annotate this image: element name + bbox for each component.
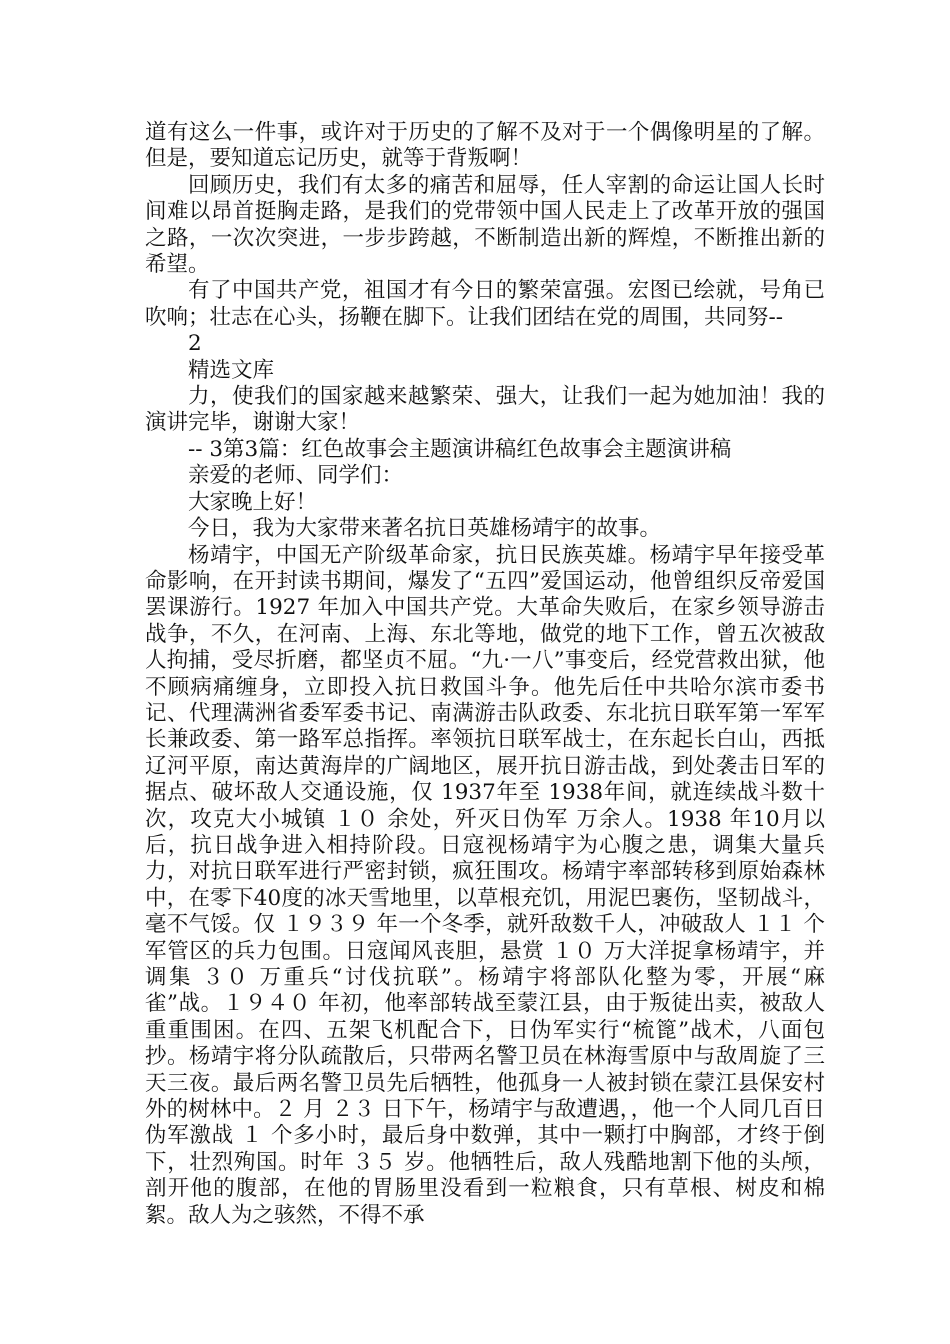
library-label: 精选文库	[188, 357, 275, 383]
paragraph-yang-jingyu-story: 杨靖宇，中国无产阶级革命家，抗日民族英雄。杨靖宇早年接受革命影响，在开封读书期间，爆发了“五四”爱国运动，他曾组织反帝爱国罢课游行。1927 年加入中国共产党。大革命失败后，在家乡领导游击战争，不久，在河南、上海、东北等地，做党的地下工作，曾五次被敌人拘捕，受尽折磨，都坚贞不屈。“九·一八”事变后，经党营救出狱，他不顾病痛缠身，立即投入抗日救国斗争。他先后任中共哈尔滨市委书记、代理满洲省委军委书记、南满游击队政委、东北抗日联军第一军军长兼政委、第一路军总指挥。率领抗日联军战士，在东起长白山，西抵辽河平原，南达黄海岸的广阔地区，展开抗日游击战，到处袭击日军的据点、破坏敌人交通设施，仅 1937年至 1938年间，就连续战斗数十次，攻克大小城镇 １０ 余处，歼灭日伪军 万余人。1938 年10月以后，抗日战争进入相持阶段。日寇视杨靖宇为心腹之患，调集大量兵力，对抗日联军进行严密封锁，疯狂围攻。杨靖宇率部转移到原始森林中，在零下40度的冰天雪地里，以草根充饥，用泥巴裹伤，坚韧战斗，毫不气馁。仅 １９３９ 年一个冬季，就歼敌数千人，冲破敌人 １１ 个军管区的兵力包围。日寇闻风丧胆，悬赏 １０ 万大洋捉拿杨靖宇，并调集 ３０ 万重兵“讨伐抗联”。杨靖宇将部队化整为零，开展“麻雀”战。１９４０ 年初，他率部转战至蒙江县，由于叛徒出卖，被敌人重重围困。在四、五架飞机配合下，日伪军实行“梳篦”战术，八面包抄。杨靖宇将分队疏散后，只带两名警卫员在林海雪原中与敌周旋了三天三夜。最后两名警卫员先后牺牲，他孤身一人被封锁在蒙江县保安村外的树林中。２ 月 ２３ 日下午，杨靖宇与敌遭遇，，他一个人同几百日伪军激战 １ 个多小时，最后身中数弹，其中一颗打中胸部，才终于倒下，壮烈殉国。时年 ３５ 岁。他牺牲后，敌人残酷地割下他的头颅，剖开他的腹部，在他的胃肠里没看到一粒粮食，只有草根、树皮和棉絮。敌人为之骇然，不得不承	[145, 542, 825, 1228]
salutation: 亲爱的老师、同学们：	[188, 463, 404, 489]
page-number: 2	[188, 331, 202, 357]
intro-line: 今日，我为大家带来著名抗日英雄杨靖宇的故事。	[188, 516, 662, 542]
document-page	[145, 120, 825, 1229]
section-heading: -- 3第3篇：红色故事会主题演讲稿红色故事会主题演讲稿	[188, 436, 732, 462]
paragraph-history-forgotten: 道有这么一件事，或许对于历史的了解不及对于一个偶像明星的了解。但是，要知道忘记历史，就等于背叛啊！	[145, 120, 825, 172]
paragraph-review-history: 回顾历史，我们有太多的痛苦和屈辱，任人宰割的命运让国人长时间难以昂首挺胸走路，是我们的党带领中国人民走上了改革开放的强国之路，一次次突进，一步步跨越，不断制造出新的辉煌，不断推出新的希望。	[145, 172, 825, 278]
greeting: 大家晚上好！	[188, 489, 318, 515]
paragraph-party-prosperity: 有了中国共产党，祖国才有今日的繁荣富强。宏图已绘就，号角已吹响；壮志在心头，扬鞭在脚下。让我们团结在党的周围，共同努--	[145, 278, 825, 330]
paragraph-speech-closing: 力，使我们的国家越来越繁荣、强大，让我们一起为她加油！我的演讲完毕，谢谢大家！	[145, 384, 825, 436]
